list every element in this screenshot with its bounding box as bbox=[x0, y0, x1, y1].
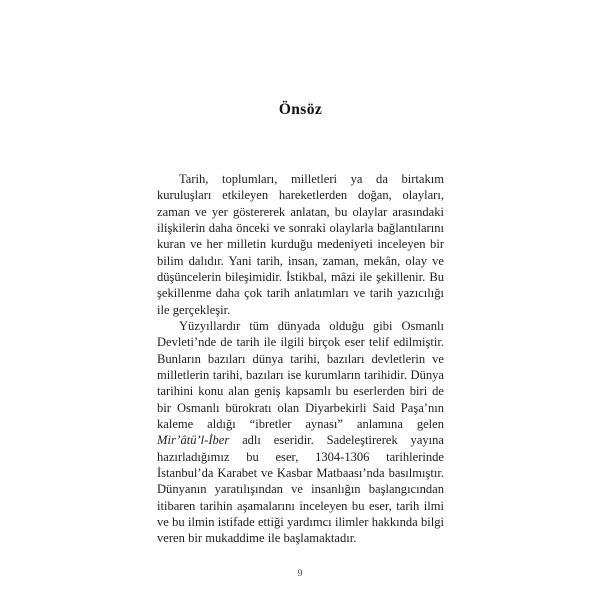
book-title-italic: Mir’âtü’l-İber bbox=[157, 433, 230, 448]
paragraph-1: Tarih, toplumları, milletleri ya da birtakım kuruluşları etkileyen hareketlerden doğan, olayları, zaman ve yer göstererek anlatan, bu olaylar arasındaki ilişkilerin daha önceki ve sonraki olaylarla bağlantılarını kuran ve her milletin kurduğu medeniyeti inceleyen bir bilim dalıdır. Yani tarih, insan, zaman, mekân, olay ve düşüncelerin bileşimidir. İstikbal, mâzi ile şekillenir. Bu şekillenme daha çok tarih anlatımları ve tarih yazıcılığı ile gerçekleşir. bbox=[157, 172, 444, 317]
paragraph-2-segment-3: adlı eseridir. Sadeleştirerek yayına hazırladığımız bu eser, 1304-1306 tarihlerinde İstanbul’da Karabet ve Kasbar Matbaası’nda basılmıştır. Dünyanın yaratılışından ve insanlığın başlangıcından itibaren tarihin aşamalarını inceleyen bu eser, tarih ilmi ve bu ilmin istifade ettiği yardımcı ilimler hakkında bilgi veren bir mukaddime ile başlamaktadır. bbox=[157, 433, 444, 546]
paragraph-2-segment-1: Yüzyıllardır tüm dünyada olduğu gibi Osmanlı Devleti’nde de tarih ile ilgili birçok eser telif edilmiştir. Bunların bazıları dünya tarihi, bazıları devletlerin ve milletlerin tarihi, bazıları ise kurumların tarihidir. Dünya tarihini konu alan geniş kapsamlı bu eserlerden biri de bir Osmanlı bürokratı olan Diyarbekirli Said Paşa’nın kaleme aldığı “ibretler aynası” anlamına gelen bbox=[157, 318, 444, 431]
page-text-block bbox=[157, 100, 444, 547]
page-title: Önsöz bbox=[278, 101, 323, 118]
body-text-area bbox=[157, 171, 444, 547]
page-number: 9 bbox=[297, 569, 303, 579]
paragraph-2 bbox=[157, 318, 444, 547]
